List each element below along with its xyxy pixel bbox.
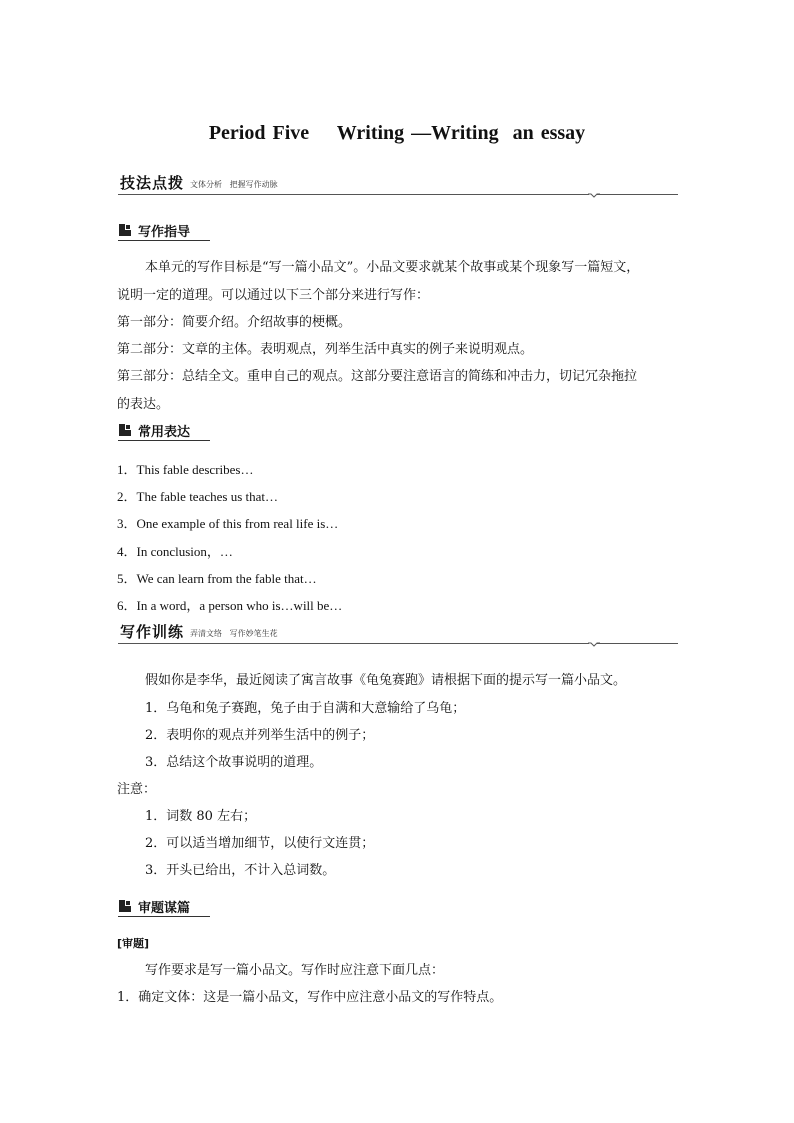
section-heading-analysis [118,896,210,918]
part-line: 第一部分：简要介绍。介绍故事的梗概。 [117,315,352,330]
section-heading-writing-guide [118,220,210,242]
part-line: 的表达。 [117,397,170,412]
divider-notch-icon [588,189,600,199]
analysis-line: 写作要求是写一篇小品文。写作时应注意下面几点： [145,963,445,978]
banner-title: 技法点拨 [120,174,185,192]
list-item: 5．We can learn from the fable that… [117,571,317,586]
section-heading-label: 写作指导 [138,225,191,240]
section-heading-label: 审题谋篇 [138,901,191,916]
divider-notch-icon [588,638,600,648]
part-line: 第三部分：总结全文。重申自己的观点。这部分要注意语言的简练和冲击力，切记冗杂拖拉 [117,369,638,384]
section-marker-icon [119,900,131,912]
task-point: 2．表明你的观点并列举生活中的例子； [145,728,375,743]
intro-line: 说明一定的道理。可以通过以下三个部分来进行写作： [117,288,430,303]
section-heading-common-expressions [118,420,210,442]
section-marker-icon [119,224,131,236]
part-line: 第二部分：文章的主体。表明观点，列举生活中真实的例子来说明观点。 [117,342,534,357]
task-point: 3．总结这个故事说明的道理。 [145,755,323,770]
list-item: 2．The fable teaches us that… [117,489,278,504]
note-item: 2．可以适当增加细节，以使行文连贯； [145,836,375,851]
banner-subtitle: 弄清文络 写作妙笔生花 [190,629,278,638]
section-marker-icon [119,424,131,436]
note-item: 3．开头已给出，不计入总词数。 [145,863,336,878]
analysis-tag: [审题] [117,937,150,950]
note-item: 1．词数 80 左右； [145,809,257,824]
task-prompt: 假如你是李华，最近阅读了寓言故事《龟兔赛跑》请根据下面的提示写一篇小品文。 [145,673,627,688]
list-item: 1．This fable describes… [117,462,254,477]
analysis-line: 1．确定文体：这是一篇小品文，写作中应注意小品文的写作特点。 [117,990,503,1005]
intro-line: 本单元的写作目标是“写一篇小品文”。小品文要求就某个故事或某个现象写一篇短文， [145,260,640,275]
banner-techniques [118,172,678,196]
task-point: 1．乌龟和兔子赛跑，兔子由于自满和大意输给了乌龟； [145,701,466,716]
note-label: 注意： [117,782,157,797]
list-item: 3．One example of this from real life is… [117,516,339,531]
section-heading-label: 常用表达 [138,425,191,440]
page-title: Period Five Writing —Writing an essay [208,122,586,144]
list-item: 4．In conclusion，… [117,544,233,559]
banner-writing-practice [118,621,678,645]
banner-title: 写作训练 [120,623,185,641]
banner-subtitle: 文体分析 把握写作动脉 [190,180,278,189]
list-item: 6．In a word，a person who is…will be… [117,598,343,613]
